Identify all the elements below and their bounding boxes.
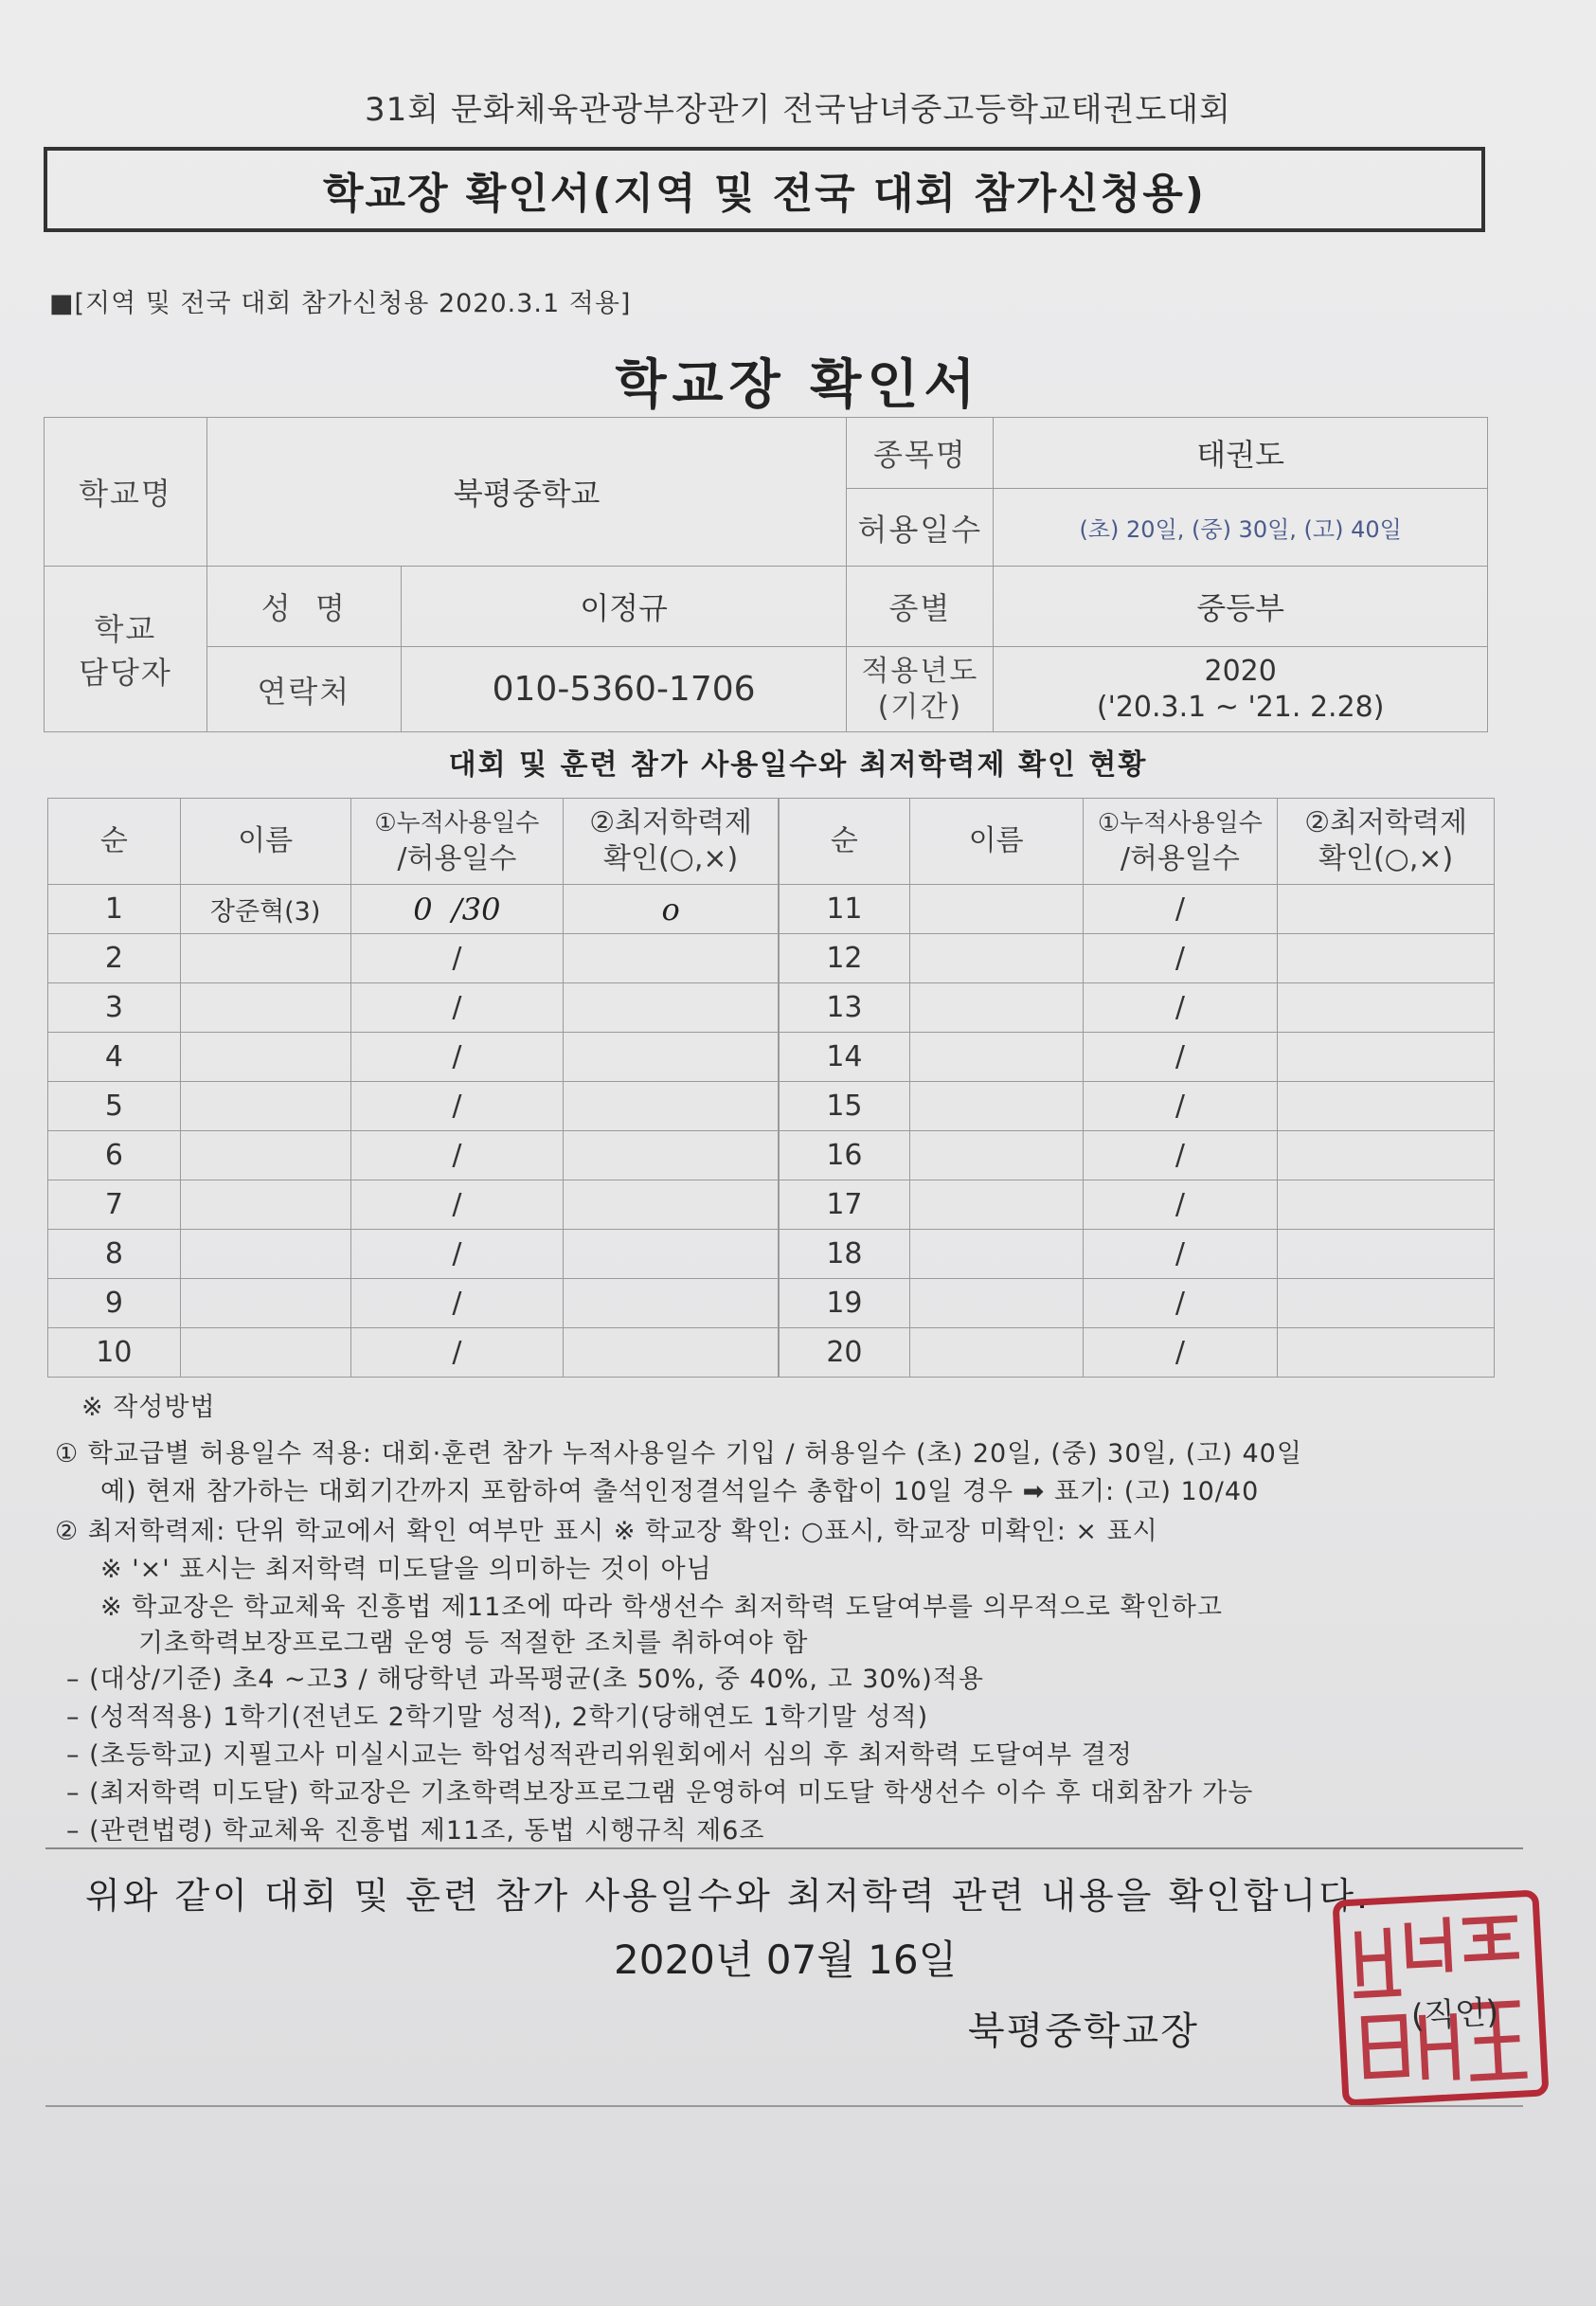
row-number: 15 (780, 1082, 910, 1131)
row-days: / (350, 934, 564, 983)
row-name (180, 1082, 350, 1131)
row-number: 2 (48, 934, 181, 983)
row-academic (1278, 1131, 1495, 1180)
row-number: 18 (780, 1230, 910, 1279)
col-no: 순 (780, 799, 910, 885)
main-title-box (44, 147, 1485, 232)
row-days: / (1083, 1131, 1278, 1180)
row-days: / (350, 1279, 564, 1328)
row-name (180, 1279, 350, 1328)
table-row (48, 885, 779, 934)
method-title: ※ 작성방법 (81, 1393, 216, 1422)
table-row (48, 1230, 779, 1279)
row-academic (1278, 1328, 1495, 1378)
status-title: 대회 및 훈련 참가 사용일수와 최저학력제 확인 현황 (448, 748, 1148, 782)
row-name (909, 934, 1083, 983)
row-name (909, 1328, 1083, 1378)
name-value: 이정규 (401, 567, 847, 647)
col-days-line2: /허용일수 (1120, 842, 1240, 875)
table-row (48, 1328, 779, 1378)
col-days (1083, 799, 1278, 885)
row-number: 14 (780, 1033, 910, 1082)
note-10: – (최저학력 미도달) 학교장은 기초학력보장프로그램 운영하여 미도달 학생선수 이수 후 대회참가 가능 (66, 1778, 1254, 1808)
row-number: 20 (780, 1328, 910, 1378)
note-1: ① 학교급별 허용일수 적용: 대회·훈련 참가 누적사용일수 기입 / 허용일수 (초) 20일, (중) 30일, (고) 40일 (55, 1439, 1302, 1468)
row-number: 1 (48, 885, 181, 934)
col-academic-line2: 확인(○,×) (603, 842, 739, 875)
row-number: 7 (48, 1180, 181, 1230)
doc-title: 학교장 확인서 (615, 354, 981, 416)
form-note: ■[지역 및 전국 대회 참가신청용 2020.3.1 적용] (49, 289, 632, 318)
table-row (48, 983, 779, 1033)
row-academic (564, 1180, 779, 1230)
note-6: 기초학력보장프로그램 운영 등 적절한 조치를 취하여야 함 (138, 1629, 809, 1658)
col-no: 순 (48, 799, 181, 885)
table-row (48, 1180, 779, 1230)
row-number: 11 (780, 885, 910, 934)
row-name (909, 885, 1083, 934)
col-days (350, 799, 564, 885)
contact-label: 연락처 (206, 647, 401, 732)
table-row (48, 934, 779, 983)
row-academic (564, 1033, 779, 1082)
row-academic (1278, 1082, 1495, 1131)
table-row (780, 1082, 1495, 1131)
row-name (909, 1279, 1083, 1328)
row-days: / (1083, 1328, 1278, 1378)
year-value-line2: ('20.3.1 ~ '21. 2.28) (1096, 690, 1385, 724)
division-label: 종별 (847, 567, 994, 647)
info-table (44, 417, 1488, 732)
row-name (909, 1033, 1083, 1082)
row-days: / (350, 1230, 564, 1279)
note-11: – (관련법령) 학교체육 진흥법 제11조, 동법 시행규칙 제6조 (66, 1816, 765, 1846)
contact-value: 010-5360-1706 (401, 647, 847, 732)
note-8: – (성적적용) 1학기(전년도 2학기말 성적), 2학기(당해연도 1학기말 성적) (66, 1702, 929, 1732)
main-title: 학교장 확인서(지역 및 전국 대회 참가신청용) (323, 170, 1206, 218)
row-days: / (1083, 934, 1278, 983)
event-title: 31회 문화체육관광부장관기 전국남녀중고등학교태권도대회 (365, 91, 1231, 129)
seal-label: (직인) (1409, 1992, 1500, 2036)
row-name (180, 983, 350, 1033)
table-row (48, 1033, 779, 1082)
row-number: 19 (780, 1279, 910, 1328)
table-row (780, 983, 1495, 1033)
row-days: / (1083, 1230, 1278, 1279)
division-value: 중등부 (994, 567, 1488, 647)
table-row (780, 1279, 1495, 1328)
row-academic (564, 1082, 779, 1131)
note-4: ※ '×' 표시는 최저학력 미도달을 의미하는 것이 아님 (100, 1555, 712, 1584)
col-days-line1: ①누적사용일수 (374, 809, 540, 838)
row-name (909, 1180, 1083, 1230)
row-name (909, 1131, 1083, 1180)
table-row (48, 1279, 779, 1328)
school-value: 북평중학교 (206, 418, 847, 567)
row-days: / (1083, 983, 1278, 1033)
row-name (180, 1180, 350, 1230)
row-days: / (1083, 885, 1278, 934)
row-number: 16 (780, 1131, 910, 1180)
row-number: 5 (48, 1082, 181, 1131)
confirm-text: 위와 같이 대회 및 훈련 참가 사용일수와 최저학력 관련 내용을 확인합니다. (85, 1875, 1372, 1917)
row-number: 13 (780, 983, 910, 1033)
col-academic-line1: ②최저학력제 (589, 806, 753, 839)
row-number: 8 (48, 1230, 181, 1279)
participant-table-right (779, 798, 1495, 1378)
note-5: ※ 학교장은 학교체육 진흥법 제11조에 따라 학생선수 최저학력 도달여부를 의무적으로 확인하고 (100, 1593, 1223, 1622)
row-name (180, 934, 350, 983)
table-row (780, 1230, 1495, 1279)
row-name (180, 1230, 350, 1279)
year-label-line1: 적용년도 (861, 654, 979, 688)
row-number: 12 (780, 934, 910, 983)
divider (45, 1847, 1523, 1849)
row-academic (564, 983, 779, 1033)
row-number: 10 (48, 1328, 181, 1378)
col-academic-line2: 확인(○,×) (1318, 842, 1454, 875)
manager-label-line2: 담당자 (79, 655, 172, 691)
row-academic (564, 1230, 779, 1279)
row-number: 4 (48, 1033, 181, 1082)
row-days: / (350, 1033, 564, 1082)
table-row (780, 885, 1495, 934)
row-days: / (350, 983, 564, 1033)
row-days: / (1083, 1033, 1278, 1082)
col-days-line1: ①누적사용일수 (1097, 809, 1263, 838)
row-academic (564, 934, 779, 983)
row-name (180, 1131, 350, 1180)
row-number: 6 (48, 1131, 181, 1180)
row-days: / (1083, 1279, 1278, 1328)
row-academic (564, 1279, 779, 1328)
row-name (180, 1033, 350, 1082)
note-9: – (초등학교) 지필고사 미실시교는 학업성적관리위원회에서 심의 후 최저학력 도달여부 결정 (66, 1740, 1133, 1770)
row-academic (1278, 983, 1495, 1033)
row-name (909, 1082, 1083, 1131)
bottom-divider (45, 2105, 1523, 2107)
row-days: 0 /30 (350, 885, 564, 934)
col-days-line2: /허용일수 (397, 842, 517, 875)
row-name (909, 983, 1083, 1033)
row-academic: o (564, 885, 779, 934)
row-days: / (350, 1180, 564, 1230)
row-days: / (350, 1328, 564, 1378)
row-academic (564, 1328, 779, 1378)
allowed-days-label: 허용일수 (847, 489, 994, 567)
school-label: 학교명 (45, 418, 207, 567)
table-row (48, 1082, 779, 1131)
table-row (48, 1131, 779, 1180)
row-academic (1278, 885, 1495, 934)
participant-table-left (47, 798, 779, 1378)
col-academic-line1: ②최저학력제 (1304, 806, 1467, 839)
row-number: 3 (48, 983, 181, 1033)
col-academic (1278, 799, 1495, 885)
year-value (994, 647, 1488, 732)
col-name: 이름 (909, 799, 1083, 885)
issue-date: 2020년 07월 16일 (614, 1937, 958, 1983)
official-seal-stamp (1332, 1889, 1549, 2106)
row-number: 17 (780, 1180, 910, 1230)
col-academic (564, 799, 779, 885)
table-row (780, 934, 1495, 983)
row-name (180, 1328, 350, 1378)
year-value-line1: 2020 (1204, 654, 1277, 688)
table-row (780, 1328, 1495, 1378)
year-label (847, 647, 994, 732)
row-days: / (350, 1131, 564, 1180)
row-academic (1278, 1279, 1495, 1328)
table-row (780, 1131, 1495, 1180)
year-label-line2: (기간) (877, 690, 963, 724)
row-academic (564, 1131, 779, 1180)
row-days: / (1083, 1082, 1278, 1131)
name-label: 성 명 (206, 567, 401, 647)
note-2: 예) 현재 참가하는 대회기간까지 포함하여 출석인정결석일수 총합이 10일 경우 ➡ 표기: (고) 10/40 (100, 1477, 1260, 1506)
row-academic (1278, 1180, 1495, 1230)
table-row (780, 1033, 1495, 1082)
note-7: – (대상/기준) 초4 ~고3 / 해당학년 과목평균(초 50%, 중 40%, 고 30%)적용 (66, 1665, 984, 1694)
principal-name: 북평중학교장 (968, 2009, 1199, 2053)
row-name (909, 1230, 1083, 1279)
sport-value: 태권도 (994, 418, 1488, 489)
row-days: / (1083, 1180, 1278, 1230)
manager-label-line1: 학교 (94, 611, 157, 647)
row-number: 9 (48, 1279, 181, 1328)
manager-label (45, 567, 207, 732)
row-academic (1278, 934, 1495, 983)
allowed-days-value: (초) 20일, (중) 30일, (고) 40일 (994, 489, 1488, 567)
table-row (780, 1180, 1495, 1230)
row-academic (1278, 1033, 1495, 1082)
row-academic (1278, 1230, 1495, 1279)
row-days: / (350, 1082, 564, 1131)
sport-label: 종목명 (847, 418, 994, 489)
col-name: 이름 (180, 799, 350, 885)
row-name: 장준혁(3) (180, 885, 350, 934)
note-3: ② 최저학력제: 단위 학교에서 확인 여부만 표시 ※ 학교장 확인: ○표시, 학교장 미확인: × 표시 (55, 1517, 1158, 1546)
